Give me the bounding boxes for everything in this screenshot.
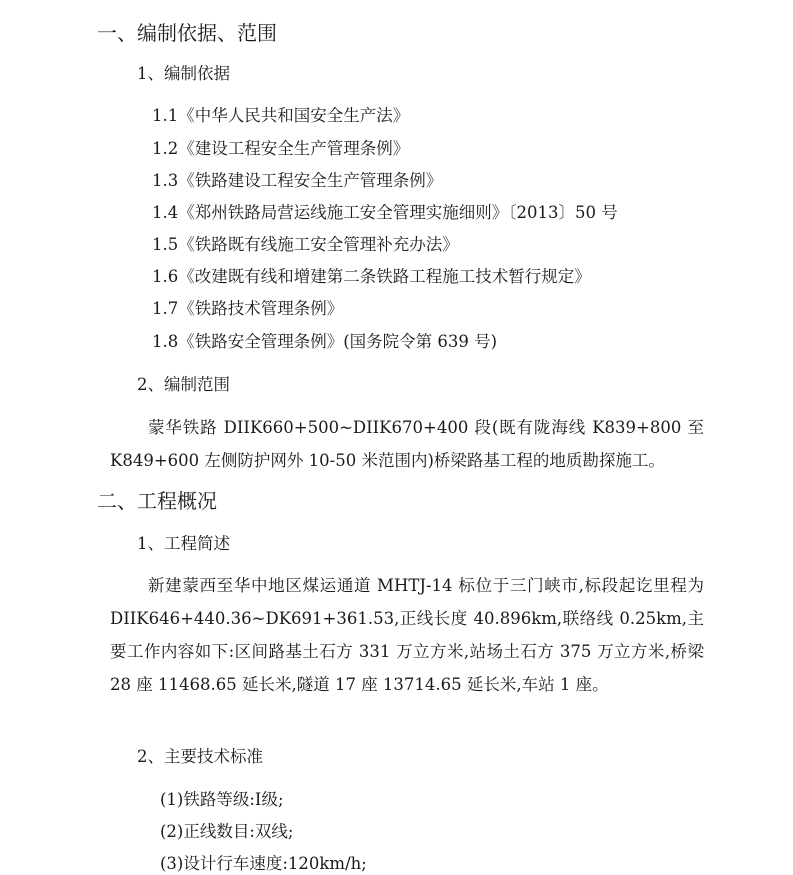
subheading-technical-standards: 2、主要技术标准 — [137, 747, 263, 766]
list-item: 1.2《建设工程安全生产管理条例》 — [152, 139, 410, 158]
subheading-project-summary: 1、工程简述 — [137, 534, 230, 553]
list-item: 1.4《郑州铁路局营运线施工安全管理实施细则》〔2013〕50 号 — [152, 203, 618, 222]
spec-item: (3)设计行车速度:120km/h; — [160, 854, 367, 873]
spec-item: (2)正线数目:双线; — [160, 822, 294, 841]
list-item: 1.6《改建既有线和增建第二条铁路工程施工技术暂行规定》 — [152, 267, 591, 286]
scope-paragraph: 蒙华铁路 DIIK660+500~DIIK670+400 段(既有陇海线 K839+800 至 K849+600 左侧防护网外 10-50 米范围内)桥梁路基工程的地质勘探施工。 — [110, 418, 704, 470]
list-item: 1.5《铁路既有线施工安全管理补充办法》 — [152, 235, 459, 254]
list-item: 1.3《铁路建设工程安全生产管理条例》 — [152, 171, 443, 190]
subheading-scope: 2、编制范围 — [137, 375, 230, 394]
list-item: 1.7《铁路技术管理条例》 — [152, 299, 344, 318]
spec-item: (1)铁路等级:Ⅰ级; — [160, 790, 284, 809]
subheading-basis: 1、编制依据 — [137, 64, 230, 83]
section-heading-overview: 二、工程概况 — [97, 489, 217, 513]
section-heading-basis-scope: 一、编制依据、范围 — [97, 21, 277, 45]
list-item: 1.1《中华人民共和国安全生产法》 — [152, 106, 410, 125]
list-item: 1.8《铁路安全管理条例》(国务院令第 639 号) — [152, 332, 498, 351]
project-summary-paragraph: 新建蒙西至华中地区煤运通道 MHTJ-14 标位于三门峡市,标段起讫里程为 DIIK646+440.36~DK691+361.53,正线长度 40.896km,联络线 0.25km,主要工作内容如下:区间路基土石方 331 万立方米,站场土石方 375 万立方米,桥梁 28 座 11468.65 延长米,隧道 17 座 13714.65 延长米,车站 1 座。 — [110, 576, 704, 694]
